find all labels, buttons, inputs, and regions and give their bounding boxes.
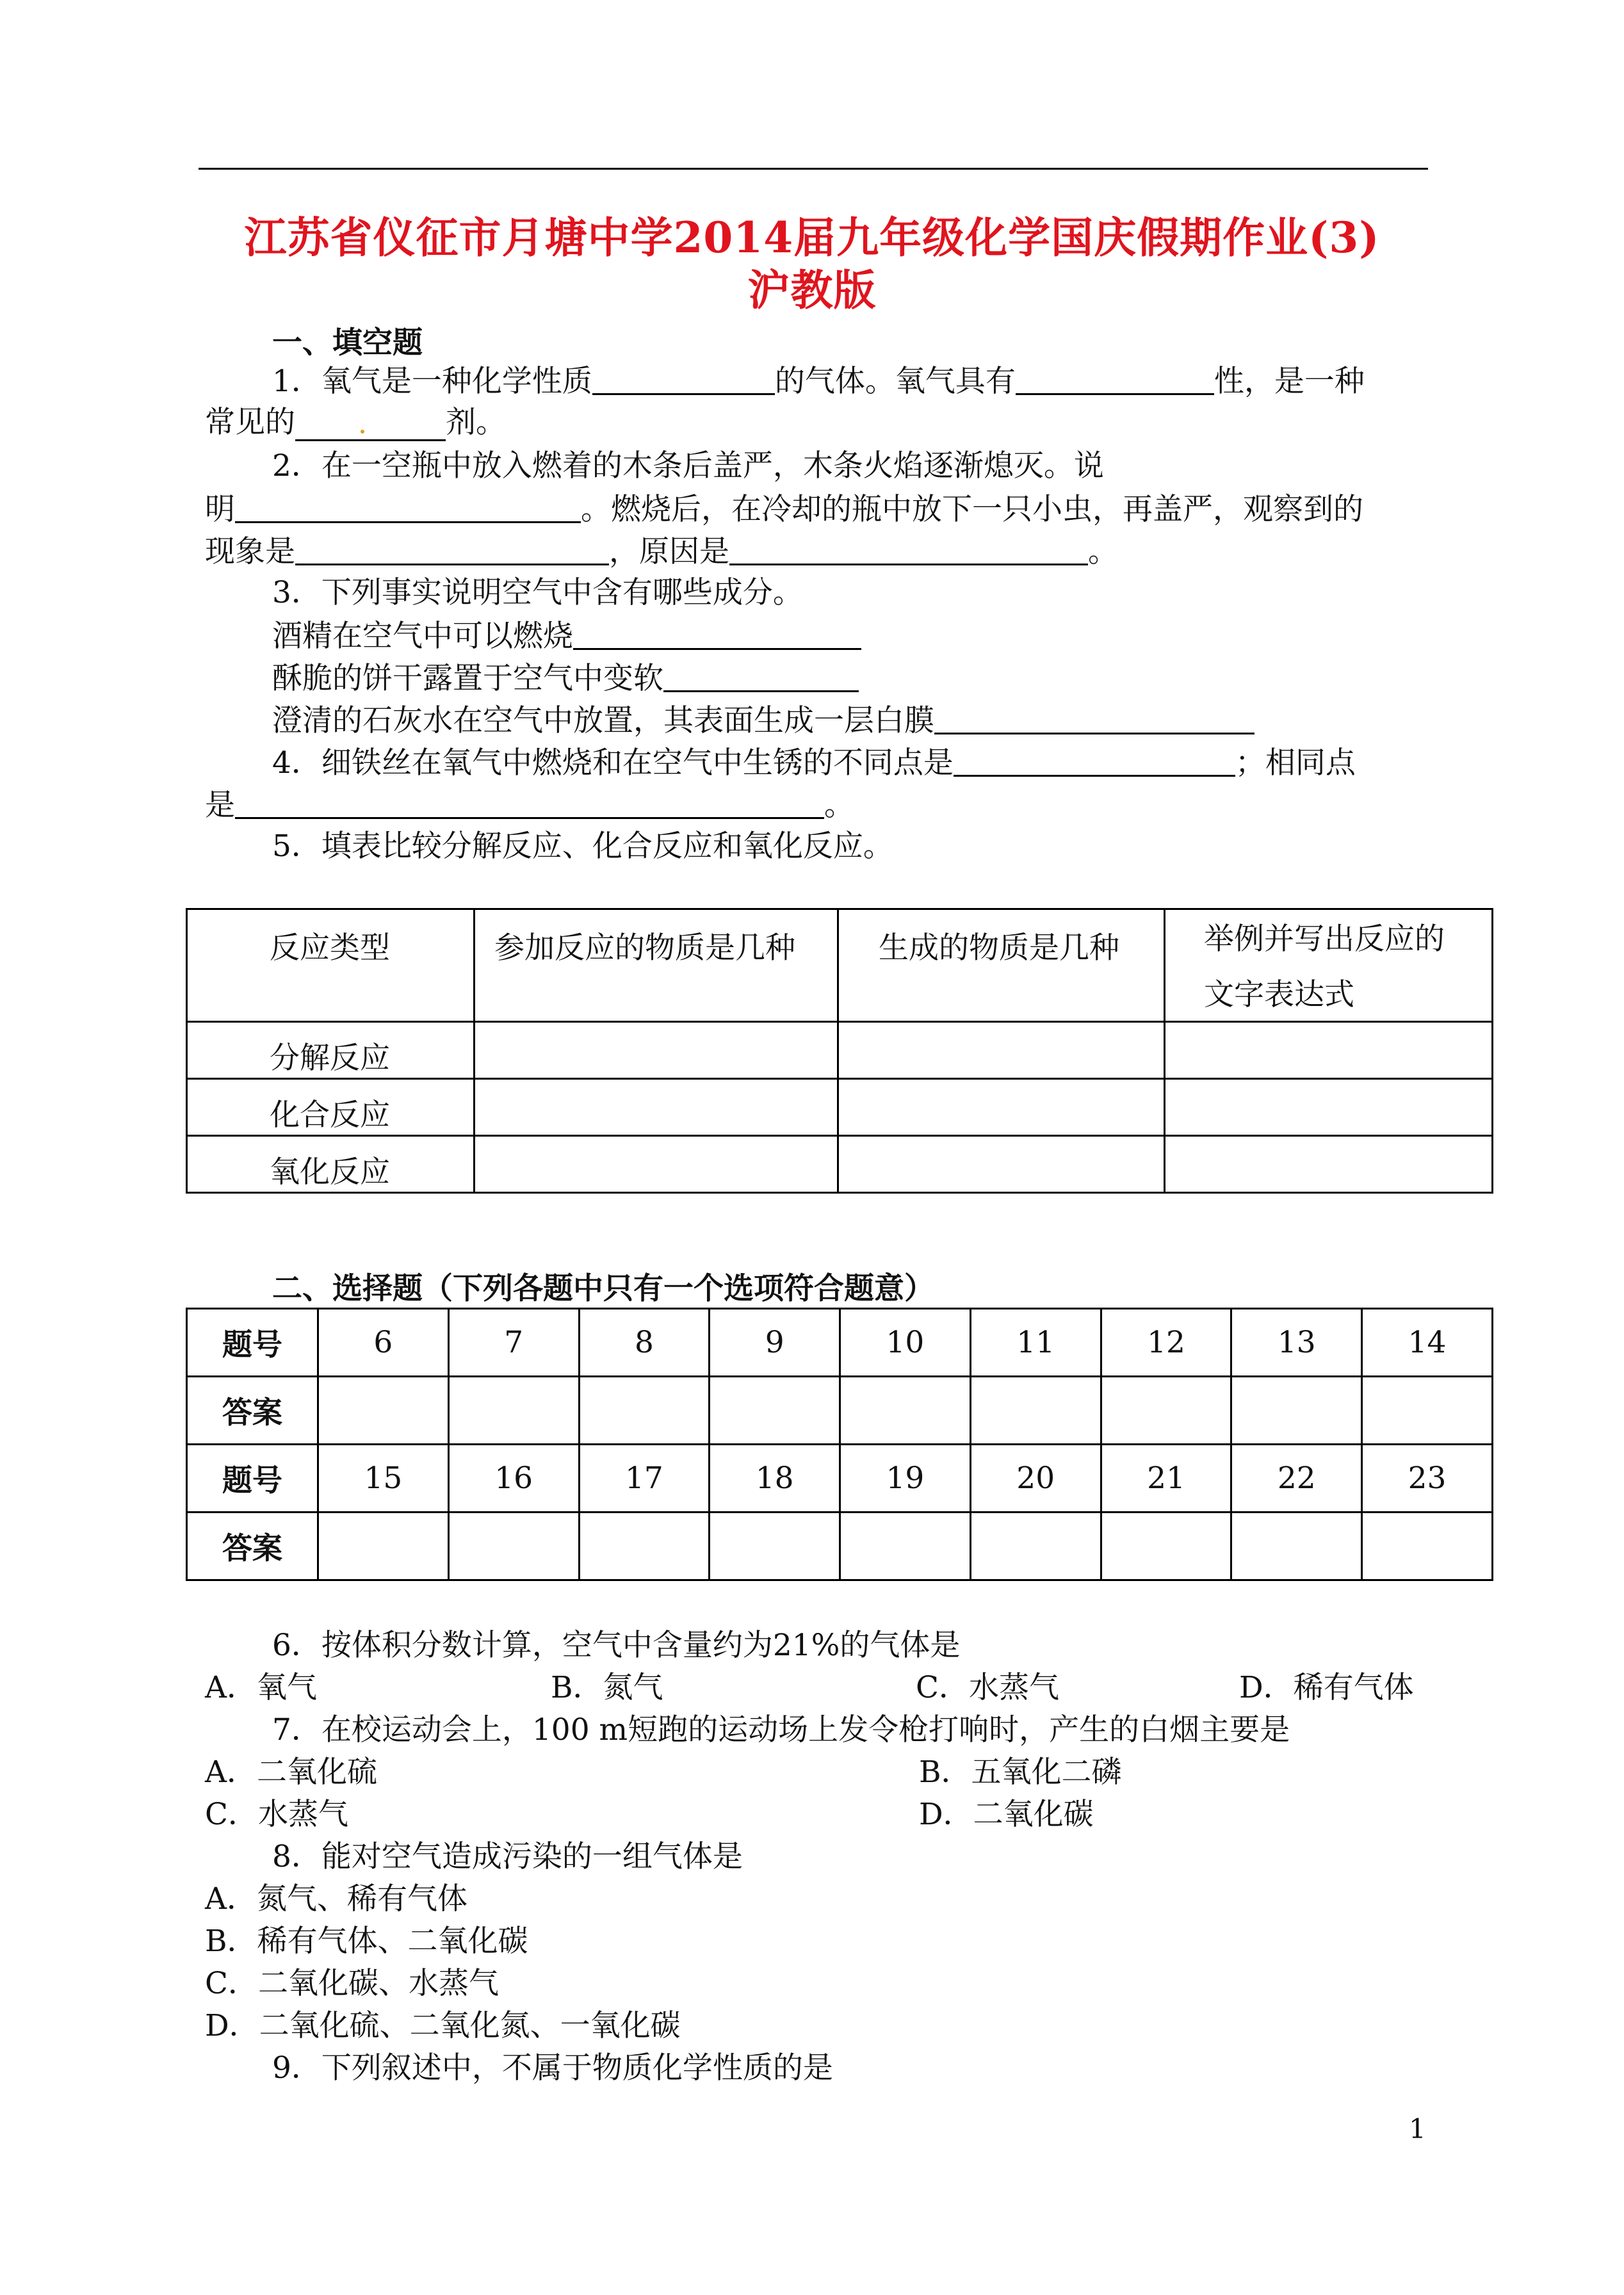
answer-cell[interactable] [1101,1512,1231,1580]
answer-cell[interactable] [1231,1512,1362,1580]
q3-item-a-text: 酒精在空气中可以燃烧 [272,619,573,654]
question-no-cell: 19 [840,1445,971,1512]
q6-option-a[interactable]: A．氧气 [205,1670,317,1705]
q4-text-b: ；相同点 [1235,745,1356,781]
header4-line2: 文字表达式 [1204,977,1354,1012]
answer-cell[interactable] [1231,1377,1362,1445]
q2-blank-1[interactable] [235,493,581,523]
q4-text-d: 。 [824,788,854,823]
table-cell[interactable] [1165,1136,1493,1193]
answer-cell[interactable] [579,1512,710,1580]
question-no-cell: 12 [1101,1309,1231,1377]
q7-option-a[interactable]: A．二氧化硫 [205,1755,377,1790]
q2-line3 [205,535,1118,567]
answer-table-row [187,1445,1493,1512]
table-cell[interactable] [838,1136,1165,1193]
q4-text-a: 4．细铁丝在氧气中燃烧和在空气中生锈的不同点是 [272,745,954,781]
q2-line1: 2．在一空瓶中放入燃着的木条后盖严，木条火焰逐渐熄灭。说 [272,448,1104,483]
label-answer: 答案 [187,1512,318,1580]
q7-option-b[interactable]: B．五氧化二磷 [919,1755,1122,1790]
question-no-cell: 8 [579,1309,710,1377]
header-rule [199,168,1428,170]
page-number: 1 [1409,2113,1426,2145]
row-label: 氧化反应 [187,1136,475,1193]
question-no-cell: 6 [318,1309,449,1377]
q6-option-c[interactable]: C．水蒸气 [916,1670,1059,1705]
answer-table-row [187,1512,1493,1580]
q2-text-e: 。 [1088,534,1118,569]
q8-option-a[interactable]: A．氮气、稀有气体 [205,1881,467,1917]
table-row [187,1079,1493,1136]
answer-cell[interactable] [840,1377,971,1445]
q7-stem: 7．在校运动会上，100 m短跑的运动场上发令枪打响时，产生的白烟主要是 [272,1712,1290,1748]
question-no-cell: 21 [1101,1445,1231,1512]
stray-dot [361,430,364,434]
q1-text-a: 1．氧气是一种化学性质 [272,364,592,399]
label-question-no: 题号 [187,1309,318,1377]
question-no-cell: 18 [710,1445,840,1512]
answer-cell[interactable] [318,1377,449,1445]
page-subtitle: 沪教版 [747,265,877,315]
answer-table [186,1308,1493,1581]
q1-blank-3[interactable] [295,411,446,441]
table-cell[interactable] [475,1079,838,1136]
q1-blank-2[interactable] [1016,365,1214,395]
question-no-cell: 10 [840,1309,971,1377]
q6-option-d[interactable]: D．稀有气体 [1239,1670,1414,1705]
q9-stem: 9．下列叙述中，不属于物质化学性质的是 [272,2050,833,2086]
question-no-cell: 7 [448,1309,579,1377]
q2-text-b: 。燃烧后，在冷却的瓶中放下一只小虫，再盖严，观察到的 [581,492,1363,527]
row-label: 化合反应 [187,1079,475,1136]
answer-cell[interactable] [840,1512,971,1580]
table-cell[interactable] [475,1136,838,1193]
q2-blank-2[interactable] [295,535,609,565]
section1-heading: 一、填空题 [272,325,423,361]
q4-text-c: 是 [205,788,235,823]
q3-blank-a[interactable] [573,620,861,650]
q1-text-b: 的气体。氧气具有 [774,364,1016,399]
q2-text-a: 明 [205,492,235,527]
q3-item-a [272,619,861,654]
table-cell[interactable] [475,1022,838,1079]
table-cell[interactable] [838,1022,1165,1079]
q4-blank-1[interactable] [954,747,1235,777]
q2-blank-3[interactable] [729,535,1088,565]
q8-option-c[interactable]: C．二氧化碳、水蒸气 [205,1966,499,2001]
q5-stem: 5．填表比较分解反应、化合反应和氧化反应。 [272,829,893,864]
q1-blank-1[interactable] [592,365,775,395]
q3-blank-b[interactable] [663,662,859,692]
q1-text-e: 剂。 [446,405,506,440]
q4-line1 [272,745,1356,781]
question-no-cell: 14 [1362,1309,1493,1377]
answer-cell[interactable] [1362,1512,1493,1580]
q7-option-d[interactable]: D．二氧化碳 [919,1797,1094,1832]
q2-text-c: 现象是 [205,534,295,569]
answer-cell[interactable] [318,1512,449,1580]
q8-option-d[interactable]: D．二氧化硫、二氧化氮、一氧化碳 [205,2008,681,2043]
q1-text-d: 常见的 [205,405,295,440]
q3-item-c [272,704,1255,736]
table-cell[interactable] [1165,1079,1493,1136]
answer-cell[interactable] [970,1512,1101,1580]
answer-table-row [187,1309,1493,1377]
table-row [187,1136,1493,1193]
question-no-cell: 17 [579,1445,710,1512]
question-no-cell: 22 [1231,1445,1362,1512]
q1-line1 [272,364,1365,399]
table-header-cell: 生成的物质是几种 [838,909,1165,1022]
header4-line1: 举例并写出反应的 [1204,921,1445,957]
table-cell[interactable] [1165,1022,1493,1079]
question-no-cell: 11 [970,1309,1101,1377]
question-no-cell: 13 [1231,1309,1362,1377]
q8-option-b[interactable]: B．稀有气体、二氧化碳 [205,1924,528,1959]
q8-stem: 8．能对空气造成污染的一组气体是 [272,1839,743,1874]
section2-heading: 二、选择题（下列各题中只有一个选项符合题意） [272,1271,934,1306]
q2-line2 [205,492,1363,527]
q3-item-b [272,661,859,696]
q6-option-b[interactable]: B．氮气 [551,1670,663,1705]
table-row [187,1022,1493,1079]
question-no-cell: 9 [710,1309,840,1377]
q7-option-c[interactable]: C．水蒸气 [205,1797,348,1832]
q4-line2 [205,788,854,823]
table-cell[interactable] [838,1079,1165,1136]
table-header-cell: 参加反应的物质是几种 [475,909,838,1022]
label-answer: 答案 [187,1377,318,1445]
q3-item-b-text: 酥脆的饼干露置于空气中变软 [272,661,663,696]
reaction-comparison-table [186,908,1493,1194]
q3-stem: 3．下列事实说明空气中含有哪些成分。 [272,575,803,610]
row-label: 分解反应 [187,1022,475,1079]
q6-stem: 6．按体积分数计算，空气中含量约为21%的气体是 [272,1628,961,1663]
table-header-cell: 反应类型 [187,909,475,1022]
question-no-cell: 23 [1362,1445,1493,1512]
answer-cell[interactable] [1101,1377,1231,1445]
q2-text-d: ，原因是 [609,534,729,569]
question-no-cell: 16 [448,1445,579,1512]
question-no-cell: 20 [970,1445,1101,1512]
answer-cell[interactable] [710,1512,840,1580]
table-header-row [187,909,1493,1022]
answer-cell[interactable] [710,1377,840,1445]
answer-table-row [187,1377,1493,1445]
q1-text-c: 性，是一种 [1214,364,1365,399]
answer-cell[interactable] [1362,1377,1493,1445]
q3-blank-c[interactable] [934,704,1255,734]
answer-cell[interactable] [579,1377,710,1445]
question-no-cell: 15 [318,1445,449,1512]
q1-line2 [205,407,506,441]
answer-cell[interactable] [448,1377,579,1445]
q4-blank-2[interactable] [235,789,824,819]
label-question-no: 题号 [187,1445,318,1512]
table-header-cell [1165,909,1493,1022]
answer-cell[interactable] [970,1377,1101,1445]
answer-cell[interactable] [448,1512,579,1580]
page-title: 江苏省仪征市月塘中学2014届九年级化学国庆假期作业(3) [244,213,1380,263]
q3-item-c-text: 澄清的石灰水在空气中放置，其表面生成一层白膜 [272,703,934,738]
